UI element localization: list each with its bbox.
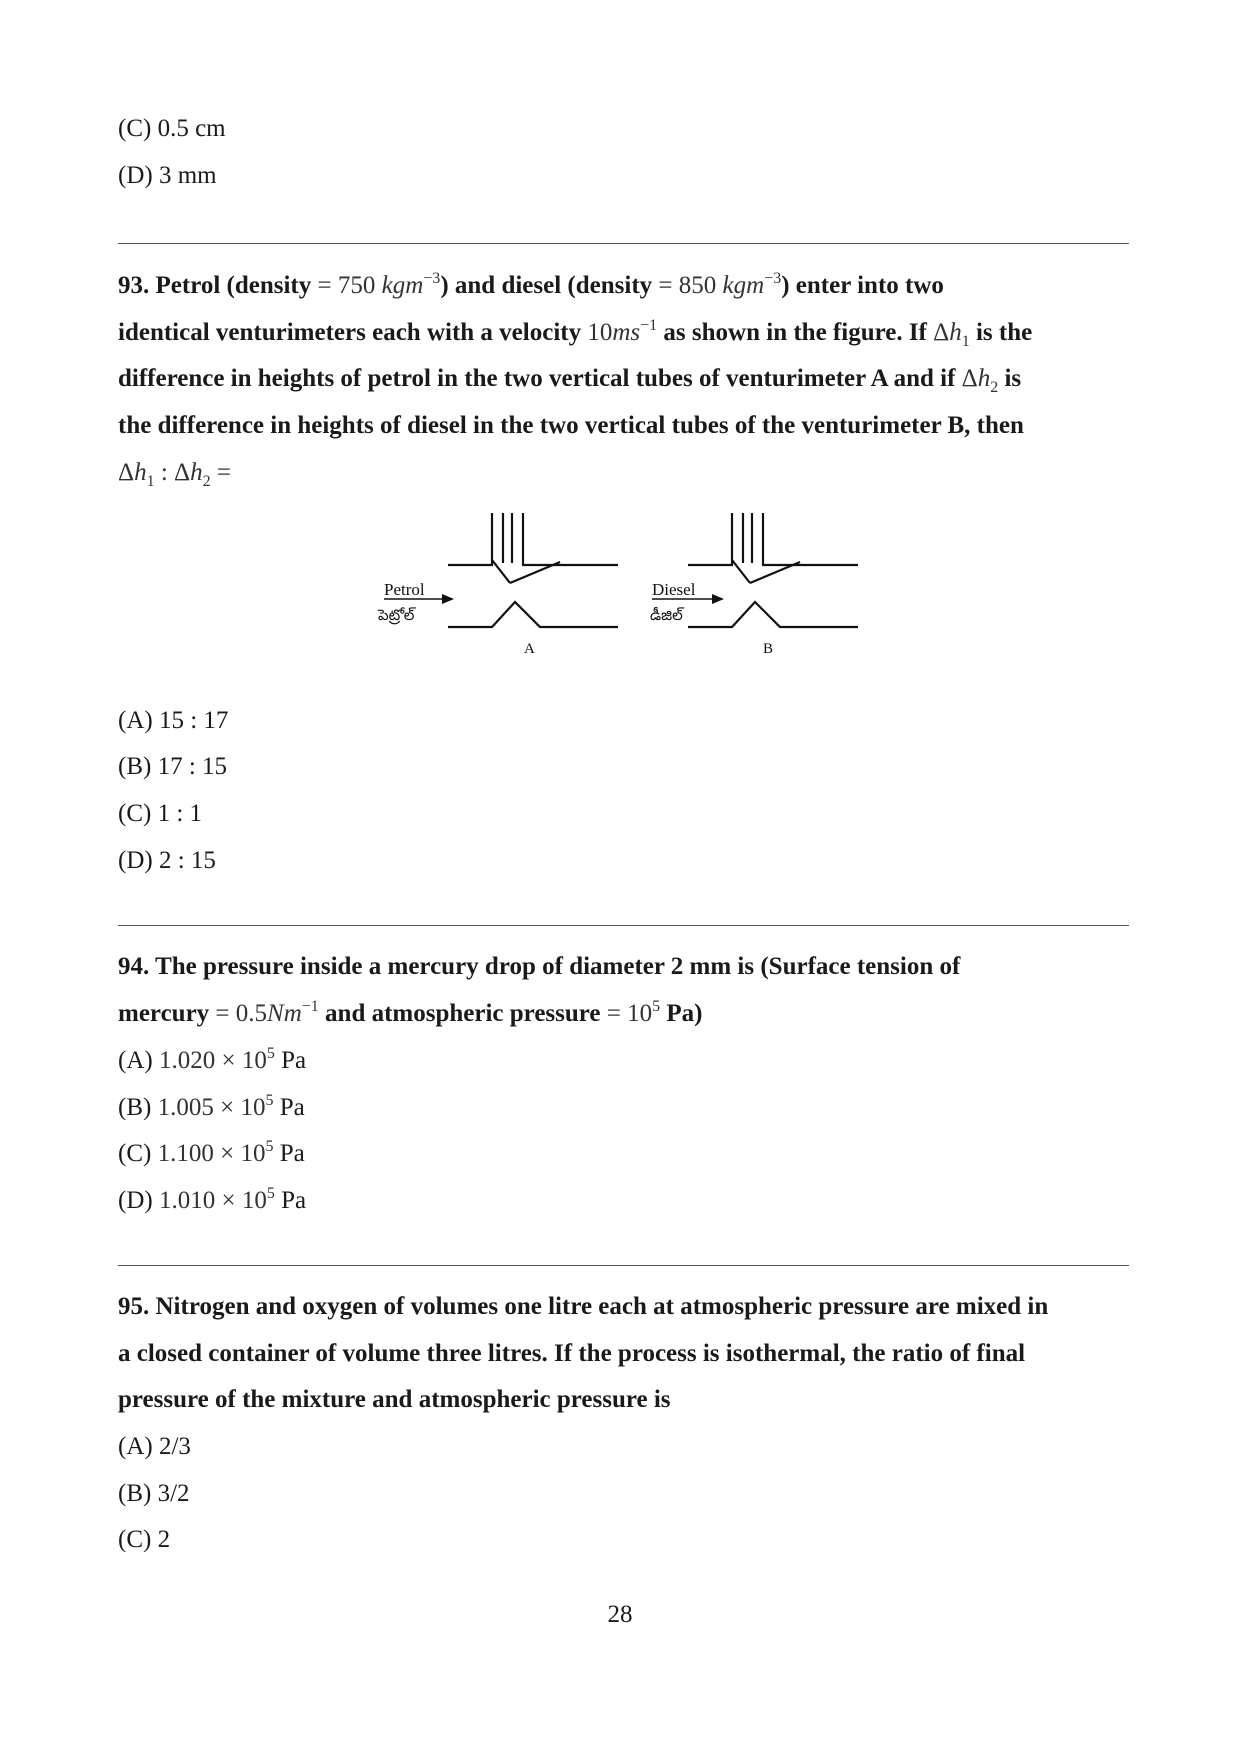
q94-option-b: (B) $1.005 \times 10^5$ Pa xyxy=(118,1092,305,1121)
q94-option-d: (D) $1.010 \times 10^5$ Pa xyxy=(118,1185,307,1214)
venturimeter-b xyxy=(688,513,858,627)
page-number: 28 xyxy=(607,1601,633,1628)
q93-option-c: (C) 1 : 1 xyxy=(118,800,203,827)
label-b: B xyxy=(763,641,774,657)
label-a: A xyxy=(524,641,535,657)
q95-line-2: a closed container of volume three litres. If the process is isothermal, the ratio of final xyxy=(118,1340,1026,1367)
option-d: (D) 3 mm xyxy=(118,162,217,189)
q93-line-4: the difference in heights of diesel in the two vertical tubes of the venturimeter B, then xyxy=(118,412,1024,439)
q95-option-a: (A) 2/3 xyxy=(118,1433,191,1460)
q95-line-1: 95. Nitrogen and oxygen of volumes one litre each at atmospheric pressure are mixed in xyxy=(118,1293,1049,1320)
question-number: 94. xyxy=(118,953,150,980)
q93-line-1: 93. Petrol (density = 750 kgm$^{-3}$) and diesel (density = 850 kgm$^{-3}$) enter into two xyxy=(118,270,944,299)
q94-option-c: (C) $1.100 \times 10^5$ Pa xyxy=(118,1138,305,1167)
q93-line-2: identical venturimeters each with a velocity $10ms^{-1}$ as shown in the figure. If $\Delta h_1$ is the xyxy=(118,317,1033,350)
q93-option-a: (A) 15 : 17 xyxy=(118,707,229,734)
venturimeter-a xyxy=(448,513,618,627)
q93-line-3: difference in heights of petrol in the two vertical tubes of venturimeter A and if $\Delta h_2$ is xyxy=(118,365,1022,396)
petrol-label: Petrol xyxy=(384,580,425,599)
q94-option-a: (A) $1.020 \times 10^5$ Pa xyxy=(118,1045,307,1074)
diesel-label: Diesel xyxy=(652,580,696,599)
q95-option-c: (C) 2 xyxy=(118,1526,171,1553)
option-c: (C) 0.5 cm xyxy=(118,115,226,142)
q93-option-d: (D) 2 : 15 xyxy=(118,847,216,874)
venturimeter-figure xyxy=(370,505,870,670)
petrol-label-telugu: పెట్రోల్ xyxy=(378,606,415,624)
divider xyxy=(118,925,1129,926)
divider xyxy=(118,243,1129,244)
question-number: 93. xyxy=(118,272,150,299)
q93-option-b: (B) 17 : 15 xyxy=(118,753,228,780)
q93-ratio-expression: $\Delta h_1$ : $\Delta h_2$ = xyxy=(118,459,231,490)
q94-line-2: mercury = $0.5Nm^{-1}$ and atmospheric pressure = $10^5$ Pa) xyxy=(118,998,703,1027)
venturimeter-diagram xyxy=(370,505,870,670)
diesel-label-telugu: డీజిల్ xyxy=(650,606,683,624)
divider xyxy=(118,1265,1129,1266)
question-number: 95. xyxy=(118,1293,150,1320)
q95-option-b: (B) 3/2 xyxy=(118,1480,190,1507)
q94-line-1: 94. The pressure inside a mercury drop of diameter 2 mm is (Surface tension of xyxy=(118,953,961,980)
q95-line-3: pressure of the mixture and atmospheric pressure is xyxy=(118,1386,671,1413)
